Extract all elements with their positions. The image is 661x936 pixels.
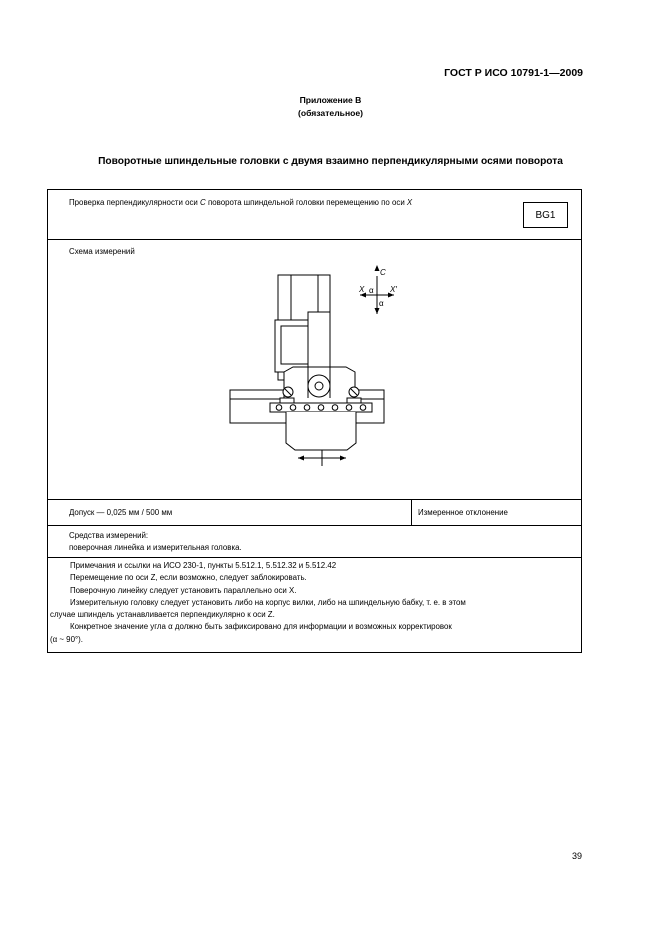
notes-line: Примечания и ссылки на ИСО 230-1, пункты 5.512.1, 5.512.32 и 5.512.42 xyxy=(70,561,337,570)
diagram-axis-x-prime: X′ xyxy=(390,285,397,294)
notes-line: случае шпиндель устанавливается перпендикулярно к оси Z. xyxy=(50,610,275,620)
tolerance-label: Допуск — 0,025 мм / 500 мм xyxy=(69,508,173,517)
notes-line: Поверочную линейку следует установить параллельно оси X. xyxy=(70,585,297,595)
standard-number: ГОСТ Р ИСО 10791-1—2009 xyxy=(444,67,583,79)
lower-carriage xyxy=(286,412,356,450)
notes-line: Конкретное значение угла α должно быть зафиксировано для информации и возможных корректировок xyxy=(70,622,452,632)
diagram-angle-upper: α xyxy=(369,286,374,295)
section-title: Поворотные шпиндельные головки с двумя взаимно перпендикулярными осями поворота xyxy=(98,156,563,167)
swivel-joint xyxy=(308,375,330,397)
tools-text: поверочная линейка и измерительная головка. xyxy=(69,543,242,552)
column-divider xyxy=(411,499,412,525)
notes-block xyxy=(48,560,581,646)
check-description: Проверка перпендикулярности оси C поворота шпиндельной головки перемещению по оси X xyxy=(69,198,413,207)
row-divider xyxy=(48,557,581,558)
annex-status: (обязательное) xyxy=(297,108,364,118)
check-table xyxy=(47,189,582,653)
diagram-axis-x: X xyxy=(359,285,365,294)
check-code: BG1 xyxy=(523,202,568,228)
notes-line: Перемещение по оси Z, если возможно, следует заблокировать. xyxy=(70,573,307,583)
annex-heading xyxy=(0,94,661,120)
notes-line: (α ~ 90°). xyxy=(50,634,83,644)
diagram-angle-lower: α xyxy=(379,299,384,308)
annex-title: Приложение В xyxy=(299,95,362,105)
diagram-label: Схема измерений xyxy=(69,247,135,256)
measured-deviation-label: Измеренное отклонение xyxy=(418,508,508,517)
notes-line: Измерительную головку следует установить либо на корпус вилки, либо на шпиндельную бабку, т. е. в этом xyxy=(70,597,466,607)
measurement-diagram xyxy=(48,240,581,500)
page-number: 39 xyxy=(572,851,583,861)
axis-c-label: C xyxy=(200,198,206,207)
row-divider xyxy=(48,525,581,526)
row-divider xyxy=(48,499,581,500)
diagram-axis-c: C xyxy=(380,268,386,277)
axis-x-label: X xyxy=(406,198,413,207)
tools-title: Средства измерений: xyxy=(69,531,149,540)
